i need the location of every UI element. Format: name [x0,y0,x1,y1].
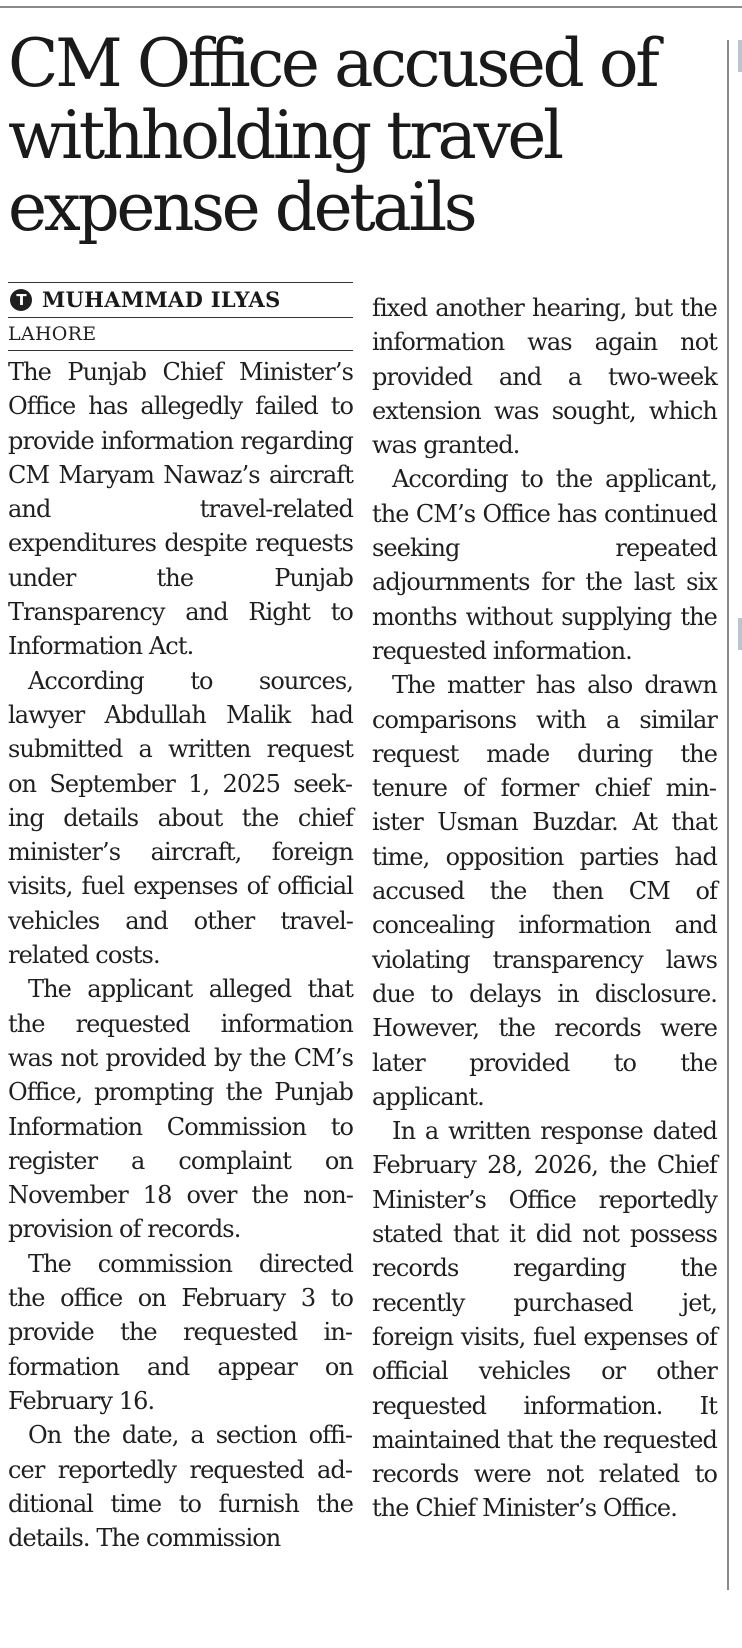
paragraph-8: In a written response dated February 28, 2026, the Chief Minister’s Office reportedly stated that it did not possess records regarding the recently purchased jet, foreign visits, fuel expenses of official vehicles or other requested information. It maintained that the requested records were not related to the Chief Minister’s Office. [372,1117,717,1523]
headline: CM Office accused of withholding travel expense details [8,25,657,246]
dateline: LAHORE [8,318,353,351]
paragraph-1: The Punjab Chief Minister’s Office has allegedly failed to provide information regarding CM Maryam Nawaz’s aircraft and travel-related expenditures despite requests under the Punjab Transparency and Right to Information Act. [8,358,353,661]
paragraph-3: The applicant alleged that the requested information was not provided by the CM’s Office, prompting the Punjab Information Commission to register a complaint on November 18 over the non-provision of records. [8,975,353,1244]
column-rule [727,40,729,1590]
article-column-right [372,291,717,1526]
publication-logo-icon: T [10,289,32,311]
byline [8,282,353,318]
paragraph-7: The matter has also drawn comparisons with a similar request made during the tenure of former chief minister Usman Buzdar. At that time, opposition parties had accused the then CM of concealing information and violating transparency laws due to delays in disclosure. However, the records were later provided to the applicant. [372,671,717,1111]
edge-mark-top [738,40,742,72]
paragraph-2: According to sources, lawyer Abdullah Malik had submitted a written request on September 1, 2025 seeking details about the chief minister’s aircraft, foreign visits, fuel expenses of official vehicles and other travel-related costs. [8,666,353,970]
paragraph-6: According to the applicant, the CM’s Office has continued seeking repeated adjournments for the last six months without supplying the requested information. [372,465,717,665]
paragraph-5-continued: fixed another hearing, but the information was again not provided and a two-week extension was sought, which was granted. [372,294,717,460]
byline-author: MUHAMMAD ILYAS [42,286,281,312]
article-column-left [8,282,353,1555]
edge-mark-middle [738,618,742,650]
paragraph-5-start: On the date, a section officer reportedly requested additional time to furnish the details. The commission [8,1421,353,1553]
top-rule [0,6,742,8]
paragraph-4: The commission directed the office on February 3 to provide the requested information and appear on February 16. [8,1249,353,1415]
